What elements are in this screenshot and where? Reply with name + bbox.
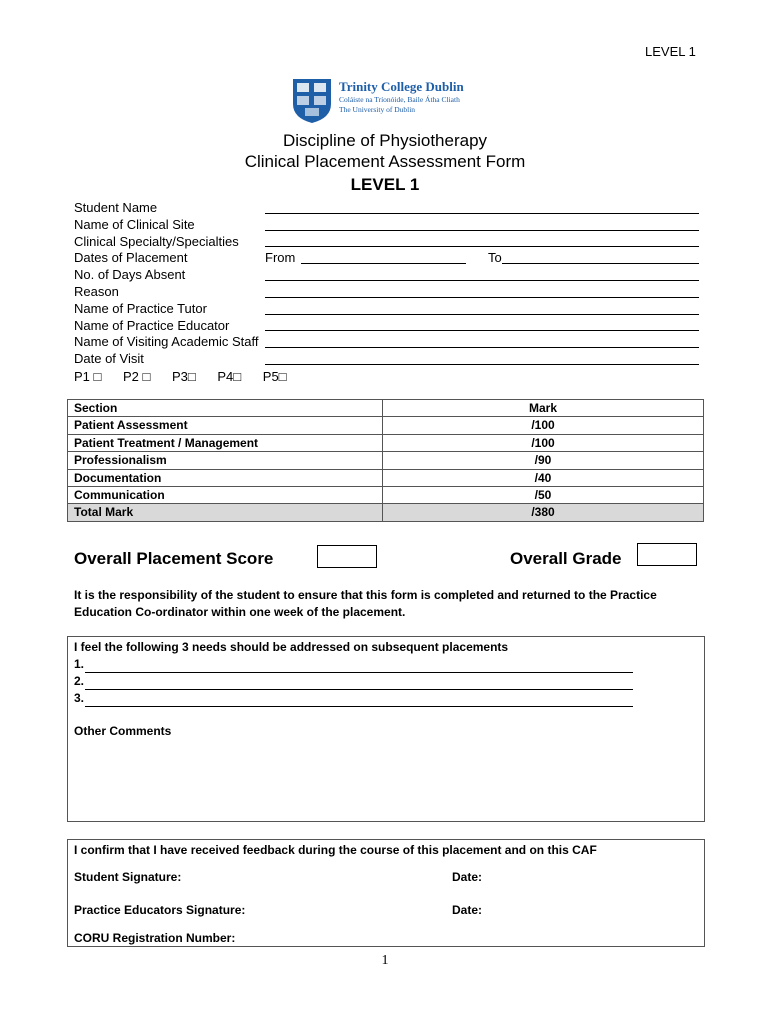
table-row xyxy=(68,417,704,434)
student-date-label: Date: xyxy=(452,870,483,884)
row-section: Professionalism xyxy=(68,452,383,469)
need-number: 3. xyxy=(74,691,85,705)
overall-grade-input[interactable] xyxy=(637,543,697,566)
table-row xyxy=(68,434,704,451)
total-mark[interactable]: /380 xyxy=(383,504,704,521)
need-number: 1. xyxy=(74,657,85,671)
days-absent-input-line[interactable] xyxy=(265,280,699,281)
need-line[interactable] xyxy=(85,659,633,673)
row-section: Communication xyxy=(68,487,383,504)
placement-checkbox-p4[interactable]: P4□ xyxy=(217,368,242,384)
field-label: No. of Days Absent xyxy=(74,267,186,283)
overall-grade-label: Overall Grade xyxy=(510,549,622,568)
confirm-statement: I confirm that I have received feedback during the course of this placement and on this CAF xyxy=(74,843,597,857)
row-section: Patient Treatment / Management xyxy=(68,434,383,451)
need-item-2[interactable] xyxy=(74,673,698,690)
field-label: Name of Clinical Site xyxy=(74,216,195,232)
tcd-logo xyxy=(292,78,482,124)
row-mark[interactable]: /100 xyxy=(383,417,704,434)
educator-signature-label: Practice Educators Signature: xyxy=(74,903,246,917)
logo-irish-name: Coláiste na Tríonóide, Baile Átha Cliath xyxy=(339,95,460,104)
field-label: Date of Visit xyxy=(74,351,144,367)
table-header-row xyxy=(68,400,704,417)
need-item-3[interactable] xyxy=(74,690,698,707)
placement-checkbox-p1[interactable]: P1 □ xyxy=(74,368,102,384)
page-number: 1 xyxy=(381,953,389,968)
field-label: Name of Visiting Academic Staff xyxy=(74,334,259,350)
header-section: Section xyxy=(68,400,383,417)
student-name-input-line[interactable] xyxy=(265,213,699,214)
total-row xyxy=(68,504,704,521)
table-row xyxy=(68,469,704,486)
field-label: Clinical Specialty/Specialties xyxy=(74,233,239,249)
row-mark[interactable]: /100 xyxy=(383,434,704,451)
field-row xyxy=(74,234,699,251)
practice-tutor-input-line[interactable] xyxy=(265,314,699,315)
field-label: Name of Practice Educator xyxy=(74,317,230,333)
feedback-confirmation-box xyxy=(67,839,705,947)
field-row xyxy=(74,351,699,368)
needs-heading: I feel the following 3 needs should be addressed on subsequent placements xyxy=(74,640,509,654)
field-row xyxy=(74,267,699,284)
student-details-fields xyxy=(74,200,699,385)
marks-table xyxy=(67,399,704,522)
field-label: Name of Practice Tutor xyxy=(74,300,207,316)
need-item-1[interactable] xyxy=(74,656,698,673)
specialty-input-line[interactable] xyxy=(265,246,699,247)
total-label: Total Mark xyxy=(68,504,383,521)
row-mark[interactable]: /50 xyxy=(383,487,704,504)
field-row xyxy=(74,250,699,267)
needs-box xyxy=(67,636,705,822)
overall-score-label: Overall Placement Score xyxy=(74,549,274,568)
to-label: To xyxy=(488,250,502,266)
other-comments-label: Other Comments xyxy=(74,724,172,738)
form-title-name: Clinical Placement Assessment Form xyxy=(244,152,526,171)
placement-checkbox-p3[interactable]: P3□ xyxy=(172,368,196,384)
from-date-input-line[interactable] xyxy=(301,263,466,264)
field-row xyxy=(74,200,699,217)
row-mark[interactable]: /90 xyxy=(383,452,704,469)
crest-icon xyxy=(292,78,332,124)
field-row xyxy=(74,334,699,351)
practice-educator-input-line[interactable] xyxy=(265,330,699,331)
student-signature-label: Student Signature: xyxy=(74,870,182,884)
field-row xyxy=(74,284,699,301)
date-of-visit-input-line[interactable] xyxy=(265,364,699,365)
educator-date-label: Date: xyxy=(452,903,483,917)
coru-registration-label: CORU Registration Number: xyxy=(74,931,236,945)
field-label: Student Name xyxy=(74,200,158,215)
field-row xyxy=(74,301,699,318)
responsibility-notice: It is the responsibility of the student to ensure that this form is completed and returned to the Practice Education Co-ordinator within one week of the placement. xyxy=(74,588,657,619)
clinical-site-input-line[interactable] xyxy=(265,230,699,231)
row-section: Patient Assessment xyxy=(68,417,383,434)
field-label: Reason xyxy=(74,283,119,299)
placement-checkbox-p5[interactable]: P5□ xyxy=(262,368,287,384)
placement-checkbox-p2[interactable]: P2 □ xyxy=(123,368,151,384)
table-row xyxy=(68,452,704,469)
table-row xyxy=(68,487,704,504)
from-label: From xyxy=(265,250,296,266)
form-title-level: LEVEL 1 xyxy=(350,175,420,194)
reason-input-line[interactable] xyxy=(265,297,699,298)
field-label: Dates of Placement xyxy=(74,250,188,266)
logo-name: Trinity College Dublin xyxy=(339,79,464,94)
row-section: Documentation xyxy=(68,469,383,486)
overall-score-input[interactable] xyxy=(317,545,377,568)
form-title-discipline: Discipline of Physiotherapy xyxy=(282,131,488,150)
header-mark: Mark xyxy=(383,400,704,417)
need-line[interactable] xyxy=(85,676,633,690)
logo-subtitle: The University of Dublin xyxy=(339,105,416,114)
need-number: 2. xyxy=(74,674,85,688)
row-mark[interactable]: /40 xyxy=(383,469,704,486)
field-row xyxy=(74,318,699,335)
need-line[interactable] xyxy=(85,693,633,707)
corner-level-label: LEVEL 1 xyxy=(645,44,696,59)
field-row xyxy=(74,217,699,234)
academic-staff-input-line[interactable] xyxy=(265,347,699,348)
placement-checkboxes xyxy=(74,368,699,385)
to-date-input-line[interactable] xyxy=(502,263,699,264)
